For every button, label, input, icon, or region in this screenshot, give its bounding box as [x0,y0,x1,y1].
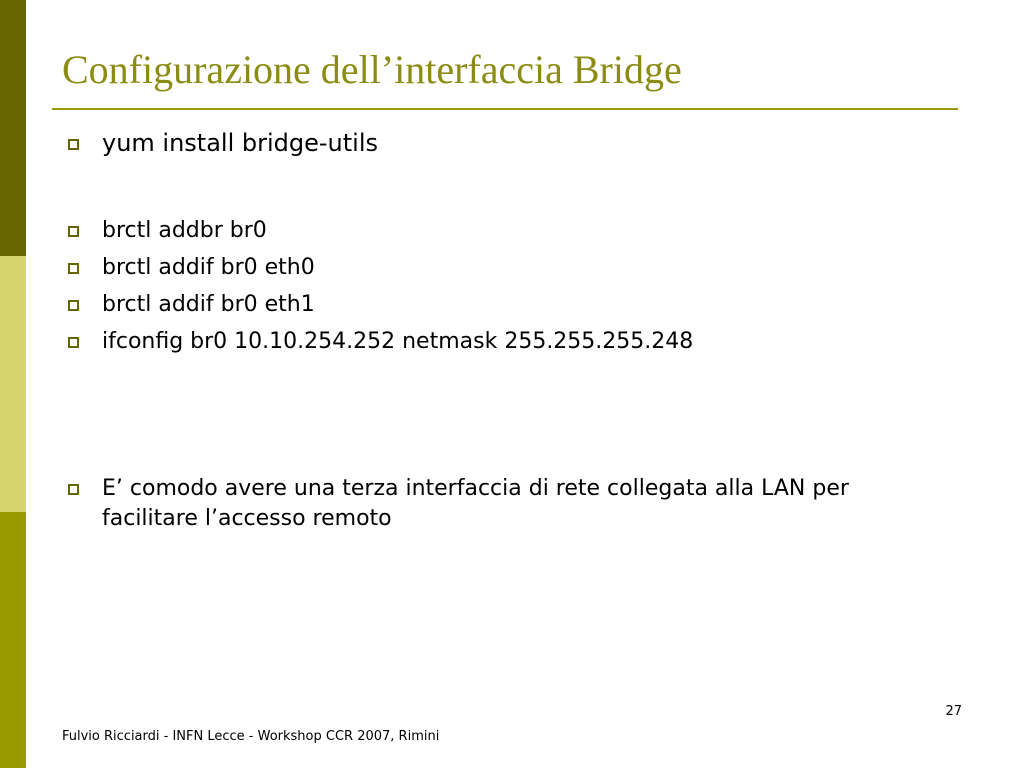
bullet-text: brctl addif br0 eth1 [102,292,315,317]
bullet-text: brctl addbr br0 [102,218,267,243]
square-bullet-icon [68,139,79,150]
title-divider [52,108,958,110]
bullet-text: brctl addif br0 eth0 [102,255,315,280]
square-bullet-icon [68,263,79,274]
side-stripe-light [0,256,26,512]
slide-title: Configurazione dell’interfaccia Bridge [62,47,682,92]
bullet-text: yum install bridge-utils [102,129,379,157]
side-stripe-dark [0,0,26,256]
side-stripe-mid [0,512,26,768]
bullet-text: E’ comodo avere una terza interfaccia di rete collegata alla LAN per facilitare l’accesso remoto [102,476,849,531]
square-bullet-icon [68,484,79,495]
square-bullet-icon [68,226,79,237]
bullet-text: ifconfig br0 10.10.254.252 netmask 255.255.255.248 [102,329,694,354]
slide-footer: Fulvio Ricciardi - INFN Lecce - Workshop CCR 2007, Rimini [62,729,440,744]
square-bullet-icon [68,300,79,311]
square-bullet-icon [68,337,79,348]
page-number: 27 [945,704,962,719]
